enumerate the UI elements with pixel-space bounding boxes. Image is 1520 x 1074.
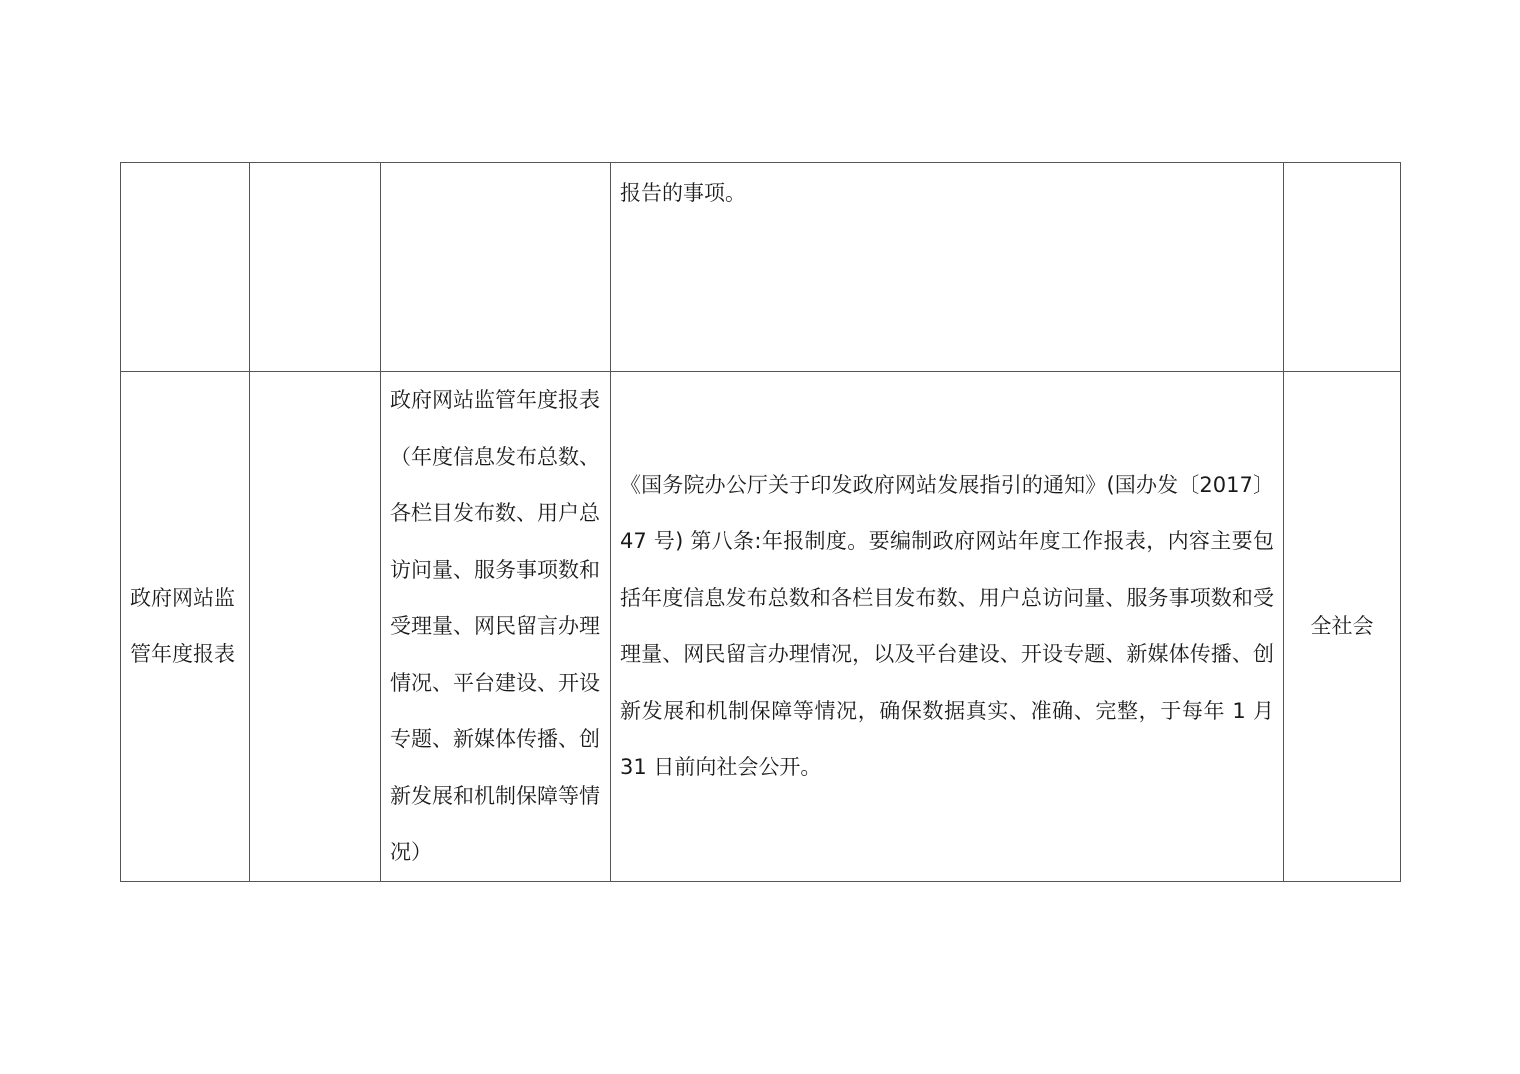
table-cell-item-name: 政府网站监管年度报表 [121,372,250,882]
table-cell-scope [1284,163,1401,372]
table-cell-content: 政府网站监管年度报表（年度信息发布总数、各栏目发布数、用户总访问量、服务事项数和受理量、网民留言办理情况、平台建设、开设专题、新媒体传播、创新发展和机制保障等情况） [381,372,611,882]
table-cell-content [381,163,611,372]
table-cell-item-name [121,163,250,372]
table-cell-basis: 报告的事项。 [611,163,1284,372]
disclosure-table [120,162,1401,882]
table-cell-scope: 全社会 [1284,372,1401,882]
table-row [121,372,1401,882]
table-cell-basis: 《国务院办公厅关于印发政府网站发展指引的通知》(国办发〔2017〕47 号) 第八条:年报制度。要编制政府网站年度工作报表，内容主要包括年度信息发布总数和各栏目发布数、用户总访问量、服务事项数和受理量、网民留言办理情况，以及平台建设、开设专题、新媒体传播、创新发展和机制保障等情况，确保数据真实、准确、完整，于每年 1 月 31 日前向社会公开。 [611,372,1284,882]
table-cell-empty [250,163,381,372]
table-row [121,163,1401,372]
table-cell-empty [250,372,381,882]
